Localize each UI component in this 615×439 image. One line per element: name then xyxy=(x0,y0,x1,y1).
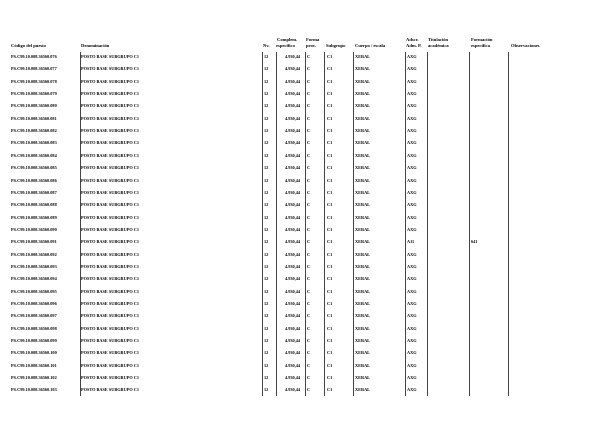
cell-nivel: 12 xyxy=(264,66,269,72)
cell-denominacion: POSTO BASE SUBGRUPO C1 xyxy=(81,152,140,158)
cell-denominacion: POSTO BASE SUBGRUPO C1 xyxy=(81,78,140,84)
cell-cuerpo: XERAL xyxy=(355,91,371,97)
cell-denominacion: POSTO BASE SUBGRUPO C1 xyxy=(81,226,140,232)
cell-adscripcion: AXG xyxy=(407,140,417,146)
cell-denominacion: POSTO BASE SUBGRUPO C1 xyxy=(81,115,140,121)
cell-subgrupo: C1 xyxy=(327,313,333,319)
cell-adscripcion: AXG xyxy=(407,78,417,84)
table-row xyxy=(0,274,615,287)
table-row xyxy=(0,52,615,65)
cell-codigo: PS.C99.10.008.36560.100 xyxy=(11,350,57,356)
table-row xyxy=(0,385,615,398)
cell-cuerpo: XERAL xyxy=(355,66,371,72)
cell-denominacion: POSTO BASE SUBGRUPO C1 xyxy=(81,66,140,72)
cell-forma: C xyxy=(307,78,311,84)
cell-forma: C xyxy=(307,115,311,121)
table-row xyxy=(0,348,615,361)
cell-forma: C xyxy=(307,226,311,232)
cell-forma: C xyxy=(307,128,311,134)
cell-denominacion: POSTO BASE SUBGRUPO C1 xyxy=(81,189,140,195)
cell-complemento: 4.930,44 xyxy=(285,152,301,158)
cell-nivel: 12 xyxy=(264,251,269,257)
table-row xyxy=(0,311,615,324)
cell-subgrupo: C1 xyxy=(327,165,333,171)
cell-denominacion: POSTO BASE SUBGRUPO C1 xyxy=(81,128,140,134)
cell-nivel: 12 xyxy=(264,115,269,121)
header-forma-line2: prov. xyxy=(306,43,316,48)
table-row xyxy=(0,361,615,374)
cell-cuerpo: XERAL xyxy=(355,350,371,356)
cell-codigo: PS.C99.10.008.36560.103 xyxy=(11,387,57,393)
header-formacion-line1: Formación xyxy=(471,37,493,42)
cell-cuerpo: XERAL xyxy=(355,165,371,171)
cell-cuerpo: XERAL xyxy=(355,54,371,59)
cell-forma: C xyxy=(307,288,311,294)
cell-codigo: PS.C99.10.008.36560.082 xyxy=(11,128,57,134)
cell-complemento: 4.930,44 xyxy=(285,140,301,146)
cell-denominacion: POSTO BASE SUBGRUPO C1 xyxy=(81,202,140,208)
cell-complemento: 4.930,44 xyxy=(285,202,301,208)
cell-complemento: 4.930,44 xyxy=(285,375,301,381)
cell-codigo: PS.C99.10.008.36560.084 xyxy=(11,152,57,158)
cell-adscripcion: AXG xyxy=(407,288,417,294)
cell-codigo: PS.C99.10.008.36560.083 xyxy=(11,140,57,146)
cell-denominacion: POSTO BASE SUBGRUPO C1 xyxy=(81,214,140,220)
cell-forma: C xyxy=(307,276,311,282)
cell-forma: C xyxy=(307,263,311,269)
cell-nivel: 12 xyxy=(264,128,269,134)
cell-forma: C xyxy=(307,350,311,356)
table-row xyxy=(0,262,615,275)
cell-codigo: PS.C99.10.008.36560.096 xyxy=(11,301,57,306)
cell-forma: C xyxy=(307,239,311,245)
cell-codigo: PS.C99.10.008.36560.097 xyxy=(11,313,57,319)
cell-subgrupo: C1 xyxy=(327,387,333,393)
cell-subgrupo: C1 xyxy=(327,78,333,84)
cell-subgrupo: C1 xyxy=(327,263,333,269)
cell-nivel: 12 xyxy=(264,263,269,269)
cell-complemento: 4.930,44 xyxy=(285,103,301,109)
cell-forma: C xyxy=(307,189,311,195)
header-titulacion-line1: Titulación xyxy=(428,37,449,42)
table-row xyxy=(0,101,615,114)
cell-complemento: 4.930,44 xyxy=(285,226,301,232)
cell-subgrupo: C1 xyxy=(327,189,333,195)
table-row xyxy=(0,114,615,127)
cell-cuerpo: XERAL xyxy=(355,387,371,393)
cell-nivel: 12 xyxy=(264,362,269,368)
table-row xyxy=(0,250,615,263)
table-row xyxy=(0,163,615,176)
header-nivel: Nv. xyxy=(263,43,270,48)
cell-codigo: PS.C99.10.008.36560.102 xyxy=(11,375,57,381)
cell-denominacion: POSTO BASE SUBGRUPO C1 xyxy=(81,288,140,294)
table-row xyxy=(0,126,615,139)
cell-cuerpo: XERAL xyxy=(355,189,371,195)
header-adscripcion-line1: Adscr. xyxy=(406,37,419,42)
cell-adscripcion: AXG xyxy=(407,165,417,171)
cell-codigo: PS.C99.10.008.36560.095 xyxy=(11,288,57,294)
header-denominacion: Denominación xyxy=(81,43,110,48)
cell-codigo: PS.C99.10.008.36560.098 xyxy=(11,325,57,331)
table-row xyxy=(0,64,615,77)
table-row xyxy=(0,225,615,238)
cell-subgrupo: C1 xyxy=(327,128,333,134)
cell-codigo: PS.C99.10.008.36560.093 xyxy=(11,263,57,269)
cell-adscripcion: AXG xyxy=(407,177,417,183)
cell-subgrupo: C1 xyxy=(327,226,333,232)
cell-adscripcion: AXG xyxy=(407,91,417,97)
table-row xyxy=(0,373,615,386)
cell-cuerpo: XERAL xyxy=(355,226,371,232)
cell-codigo: PS.C99.10.008.36560.086 xyxy=(11,177,57,183)
cell-cuerpo: XERAL xyxy=(355,276,371,282)
cell-adscripcion: AXG xyxy=(407,66,417,72)
cell-cuerpo: XERAL xyxy=(355,202,371,208)
cell-adscripcion: AXG xyxy=(407,375,417,381)
cell-nivel: 12 xyxy=(264,325,269,331)
cell-forma: C xyxy=(307,202,311,208)
cell-complemento: 4.930,44 xyxy=(285,177,301,183)
cell-cuerpo: XERAL xyxy=(355,214,371,220)
cell-complemento: 4.930,44 xyxy=(285,128,301,134)
cell-denominacion: POSTO BASE SUBGRUPO C1 xyxy=(81,54,140,59)
cell-forma: C xyxy=(307,338,311,344)
cell-codigo: PS.C99.10.008.36560.078 xyxy=(11,78,57,84)
cell-complemento: 4.930,44 xyxy=(285,54,301,59)
cell-forma: C xyxy=(307,313,311,319)
cell-codigo: PS.C99.10.008.36560.101 xyxy=(11,362,57,368)
cell-subgrupo: C1 xyxy=(327,239,333,245)
cell-adscripcion: AXG xyxy=(407,103,417,109)
cell-complemento: 4.930,44 xyxy=(285,276,301,282)
table-row xyxy=(0,200,615,213)
table-row xyxy=(0,89,615,102)
cell-nivel: 12 xyxy=(264,140,269,146)
cell-complemento: 4.930,44 xyxy=(285,189,301,195)
cell-codigo: PS.C99.10.008.36560.099 xyxy=(11,338,57,344)
cell-nivel: 12 xyxy=(264,301,269,306)
cell-forma: C xyxy=(307,165,311,171)
cell-codigo: PS.C99.10.008.36560.092 xyxy=(11,251,57,257)
header-cuerpo: Cuerpo / escala xyxy=(355,43,386,48)
cell-nivel: 12 xyxy=(264,189,269,195)
cell-denominacion: POSTO BASE SUBGRUPO C1 xyxy=(81,325,140,331)
table-row xyxy=(0,188,615,201)
cell-subgrupo: C1 xyxy=(327,362,333,368)
cell-adscripcion: AXG xyxy=(407,152,417,158)
cell-codigo: PS.C99.10.008.36560.088 xyxy=(11,202,57,208)
cell-cuerpo: XERAL xyxy=(355,78,371,84)
cell-adscripcion: A11 xyxy=(407,239,415,245)
header-forma-line1: Forma xyxy=(306,37,320,42)
cell-forma: C xyxy=(307,91,311,97)
cell-adscripcion: AXG xyxy=(407,362,417,368)
cell-complemento: 4.930,44 xyxy=(285,251,301,257)
table-row xyxy=(0,324,615,337)
cell-cuerpo: XERAL xyxy=(355,239,371,245)
cell-nivel: 12 xyxy=(264,78,269,84)
cell-forma: C xyxy=(307,140,311,146)
cell-adscripcion: AXG xyxy=(407,350,417,356)
cell-complemento: 4.930,44 xyxy=(285,325,301,331)
cell-adscripcion: AXG xyxy=(407,325,417,331)
cell-nivel: 12 xyxy=(264,152,269,158)
cell-adscripcion: AXG xyxy=(407,128,417,134)
cell-denominacion: POSTO BASE SUBGRUPO C1 xyxy=(81,350,140,356)
cell-cuerpo: XERAL xyxy=(355,177,371,183)
cell-nivel: 12 xyxy=(264,375,269,381)
cell-subgrupo: C1 xyxy=(327,214,333,220)
cell-cuerpo: XERAL xyxy=(355,103,371,109)
cell-forma: C xyxy=(307,66,311,72)
cell-adscripcion: AXG xyxy=(407,301,417,306)
cell-cuerpo: XERAL xyxy=(355,313,371,319)
cell-denominacion: POSTO BASE SUBGRUPO C1 xyxy=(81,313,140,319)
cell-codigo: PS.C99.10.008.36560.085 xyxy=(11,165,57,171)
cell-codigo: PS.C99.10.008.36560.094 xyxy=(11,276,57,282)
cell-cuerpo: XERAL xyxy=(355,288,371,294)
header-complemento-line2: específico xyxy=(276,43,295,48)
cell-denominacion: POSTO BASE SUBGRUPO C1 xyxy=(81,263,140,269)
cell-subgrupo: C1 xyxy=(327,115,333,121)
cell-subgrupo: C1 xyxy=(327,251,333,257)
cell-denominacion: POSTO BASE SUBGRUPO C1 xyxy=(81,338,140,344)
header-titulacion-line2: académica xyxy=(428,43,449,48)
header-formacion-line2: específica xyxy=(471,43,490,48)
header-observaciones: Observaciones xyxy=(511,43,540,48)
cell-denominacion: POSTO BASE SUBGRUPO C1 xyxy=(81,239,140,245)
cell-nivel: 12 xyxy=(264,276,269,282)
cell-complemento: 4.930,44 xyxy=(285,165,301,171)
cell-adscripcion: AXG xyxy=(407,189,417,195)
cell-denominacion: POSTO BASE SUBGRUPO C1 xyxy=(81,387,140,393)
cell-forma: C xyxy=(307,103,311,109)
cell-denominacion: POSTO BASE SUBGRUPO C1 xyxy=(81,165,140,171)
header-adscripcion-line2: Adm. P. xyxy=(406,43,422,48)
cell-adscripcion: AXG xyxy=(407,115,417,121)
table-row xyxy=(0,151,615,164)
cell-cuerpo: XERAL xyxy=(355,375,371,381)
cell-forma: C xyxy=(307,325,311,331)
header-codigo: Código del puesto xyxy=(11,43,46,48)
cell-cuerpo: XERAL xyxy=(355,263,371,269)
cell-forma: C xyxy=(307,375,311,381)
table-row xyxy=(0,176,615,189)
cell-complemento: 4.930,44 xyxy=(285,313,301,319)
cell-subgrupo: C1 xyxy=(327,66,333,72)
cell-forma: C xyxy=(307,301,311,306)
cell-adscripcion: AXG xyxy=(407,226,417,232)
cell-codigo: PS.C99.10.008.36560.090 xyxy=(11,226,57,232)
cell-subgrupo: C1 xyxy=(327,91,333,97)
cell-cuerpo: XERAL xyxy=(355,115,371,121)
cell-forma: C xyxy=(307,362,311,368)
cell-complemento: 4.930,44 xyxy=(285,214,301,220)
cell-nivel: 12 xyxy=(264,387,269,393)
cell-forma: C xyxy=(307,251,311,257)
cell-codigo: PS.C99.10.008.36560.079 xyxy=(11,91,57,97)
cell-forma: C xyxy=(307,177,311,183)
cell-subgrupo: C1 xyxy=(327,103,333,109)
cell-complemento: 4.930,44 xyxy=(285,362,301,368)
cell-nivel: 12 xyxy=(264,313,269,319)
cell-complemento: 4.930,44 xyxy=(285,263,301,269)
cell-forma: C xyxy=(307,152,311,158)
cell-adscripcion: AXG xyxy=(407,54,417,59)
cell-adscripcion: AXG xyxy=(407,276,417,282)
cell-forma: C xyxy=(307,387,311,393)
cell-adscripcion: AXG xyxy=(407,387,417,393)
cell-complemento: 4.930,44 xyxy=(285,91,301,97)
cell-codigo: PS.C99.10.008.36560.089 xyxy=(11,214,57,220)
cell-denominacion: POSTO BASE SUBGRUPO C1 xyxy=(81,91,140,97)
cell-subgrupo: C1 xyxy=(327,288,333,294)
table-row xyxy=(0,287,615,300)
cell-adscripcion: AXG xyxy=(407,251,417,257)
table-row xyxy=(0,213,615,226)
cell-subgrupo: C1 xyxy=(327,350,333,356)
table-row xyxy=(0,299,615,312)
cell-cuerpo: XERAL xyxy=(355,251,371,257)
cell-codigo: PS.C99.10.008.36560.077 xyxy=(11,66,57,72)
cell-adscripcion: AXG xyxy=(407,202,417,208)
cell-nivel: 12 xyxy=(264,288,269,294)
cell-complemento: 4.930,44 xyxy=(285,350,301,356)
cell-complemento: 4.930,44 xyxy=(285,387,301,393)
cell-complemento: 4.930,44 xyxy=(285,301,301,306)
cell-cuerpo: XERAL xyxy=(355,128,371,134)
cell-complemento: 4.930,44 xyxy=(285,338,301,344)
cell-complemento: 4.930,44 xyxy=(285,239,301,245)
cell-nivel: 12 xyxy=(264,350,269,356)
cell-codigo: PS.C99.10.008.36560.080 xyxy=(11,103,57,109)
cell-adscripcion: AXG xyxy=(407,313,417,319)
cell-subgrupo: C1 xyxy=(327,375,333,381)
cell-denominacion: POSTO BASE SUBGRUPO C1 xyxy=(81,140,140,146)
cell-formacion: 641 xyxy=(471,239,478,245)
cell-subgrupo: C1 xyxy=(327,54,333,59)
cell-nivel: 12 xyxy=(264,214,269,220)
cell-subgrupo: C1 xyxy=(327,202,333,208)
cell-subgrupo: C1 xyxy=(327,301,333,306)
cell-nivel: 12 xyxy=(264,91,269,97)
cell-denominacion: POSTO BASE SUBGRUPO C1 xyxy=(81,375,140,381)
cell-cuerpo: XERAL xyxy=(355,362,371,368)
cell-denominacion: POSTO BASE SUBGRUPO C1 xyxy=(81,103,140,109)
cell-nivel: 12 xyxy=(264,239,269,245)
cell-nivel: 12 xyxy=(264,202,269,208)
table-row xyxy=(0,237,615,250)
cell-nivel: 12 xyxy=(264,177,269,183)
cell-subgrupo: C1 xyxy=(327,177,333,183)
cell-cuerpo: XERAL xyxy=(355,152,371,158)
cell-cuerpo: XERAL xyxy=(355,140,371,146)
cell-denominacion: POSTO BASE SUBGRUPO C1 xyxy=(81,251,140,257)
cell-adscripcion: AXG xyxy=(407,263,417,269)
cell-nivel: 12 xyxy=(264,54,269,59)
cell-subgrupo: C1 xyxy=(327,276,333,282)
cell-denominacion: POSTO BASE SUBGRUPO C1 xyxy=(81,301,140,306)
table-row xyxy=(0,138,615,151)
header-subgrupo: Subgrupo xyxy=(326,43,346,48)
cell-codigo: PS.C99.10.008.36560.087 xyxy=(11,189,57,195)
cell-adscripcion: AXG xyxy=(407,338,417,344)
cell-forma: C xyxy=(307,214,311,220)
cell-cuerpo: XERAL xyxy=(355,325,371,331)
cell-codigo: PS.C99.10.008.36560.081 xyxy=(11,115,57,121)
table-row xyxy=(0,336,615,349)
cell-denominacion: POSTO BASE SUBGRUPO C1 xyxy=(81,362,140,368)
cell-complemento: 4.930,44 xyxy=(285,288,301,294)
cell-nivel: 12 xyxy=(264,226,269,232)
cell-subgrupo: C1 xyxy=(327,152,333,158)
table-row xyxy=(0,77,615,90)
cell-nivel: 12 xyxy=(264,338,269,344)
cell-nivel: 12 xyxy=(264,165,269,171)
cell-complemento: 4.930,44 xyxy=(285,78,301,84)
cell-subgrupo: C1 xyxy=(327,325,333,331)
cell-cuerpo: XERAL xyxy=(355,301,371,306)
cell-codigo: PS.C99.10.008.36560.076 xyxy=(11,54,57,59)
cell-codigo: PS.C99.10.008.36560.091 xyxy=(11,239,57,245)
cell-subgrupo: C1 xyxy=(327,140,333,146)
cell-cuerpo: XERAL xyxy=(355,338,371,344)
cell-complemento: 4.930,44 xyxy=(285,66,301,72)
header-complemento-line1: Complem. xyxy=(277,37,298,42)
cell-denominacion: POSTO BASE SUBGRUPO C1 xyxy=(81,276,140,282)
cell-adscripcion: AXG xyxy=(407,214,417,220)
cell-complemento: 4.930,44 xyxy=(285,115,301,121)
cell-denominacion: POSTO BASE SUBGRUPO C1 xyxy=(81,177,140,183)
cell-forma: C xyxy=(307,54,311,59)
cell-nivel: 12 xyxy=(264,103,269,109)
cell-subgrupo: C1 xyxy=(327,338,333,344)
